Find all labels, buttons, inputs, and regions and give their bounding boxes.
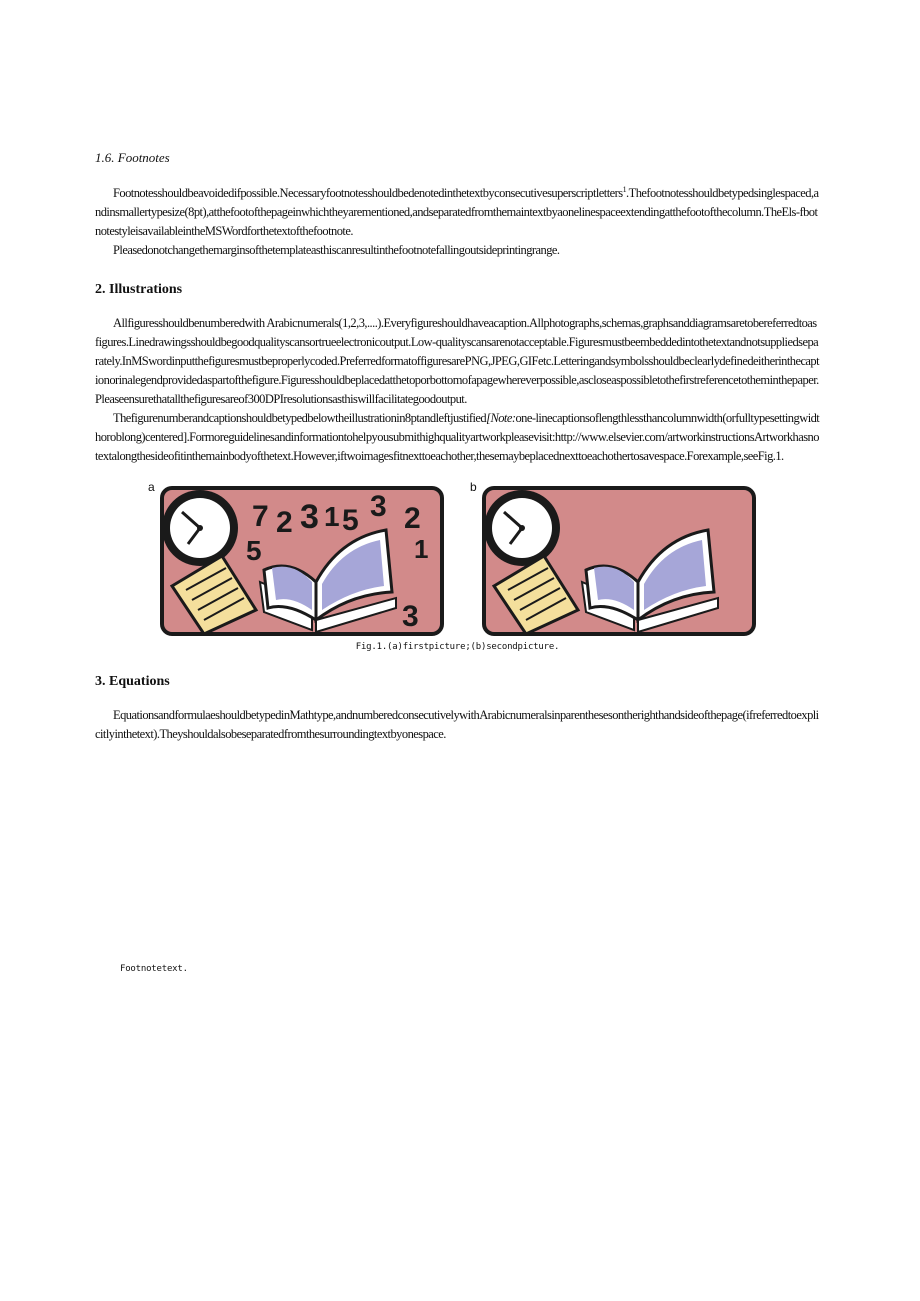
equations-paragraph-1: EquationsandformulaeshouldbetypedinMathtype,andnumberedconsecutivelywithArabicnumeralsinparenthesesontherighthandsideofthepage(ifreferredtoexplicitlyinthetext).Theyshouldalsobeseparatedfromthesurroundingtextbyonespace.	[95, 708, 819, 741]
figure-panel-b	[470, 480, 766, 636]
number-3c: 3	[402, 600, 419, 633]
illustrations-text-b: one-linecaptionsoflengthlessthancolumnwidth(orfulltypesettingwidthoroblong)centered].Formoreguidelinesandinformationtohelpyousubmithighqualityartworkpleasevisit:http://www.elsevier.com/artworkinstructionsArtworkhasnotextalongthesideofitinthemainbodyofthetext.However,iftwoimagesfitnexttoeachother,thesemaybeplacednexttoeachothertosavespace.Forexample,seeFig.1.	[95, 411, 820, 463]
equations-heading: 3. Equations	[95, 674, 170, 689]
clock-icon	[162, 490, 238, 566]
number-2: 2	[276, 506, 293, 539]
clipart-clock-book	[482, 486, 766, 636]
clock-icon	[484, 490, 560, 566]
superscript-marker: 1	[622, 184, 627, 194]
note-label: [Note:	[486, 411, 516, 425]
number-5: 5	[342, 504, 359, 537]
footnotes-paragraph-1	[95, 184, 820, 241]
footnotes-text: Footnotesshouldbeavoidedifpossible.Necessaryfootnotesshouldbedenotedinthetextbyconsecutivesuperscriptletters	[113, 186, 623, 200]
figure-1	[95, 480, 820, 636]
illustrations-text-a: Thefigurenumberandcaptionshouldbetypedbelowtheillustrationin8ptandleftjustified	[113, 411, 487, 425]
footnotes-heading: 1.6. Footnotes	[95, 150, 170, 165]
number-5b: 5	[246, 535, 262, 566]
panel-label-b: b	[470, 480, 477, 494]
number-2b: 2	[404, 502, 421, 535]
footnotes-text-rest: .Thefootnotesshouldbetypedsinglespaced,andinsmallertypesize(8pt),atthefootofthepageinwhichtheyarementioned,andseparatedfromthemaintextbyaonelinespaceextendingatthefootofthecolumn.TheEls-fbotnotestyleisavailableintheMSWordforthetextofthefootnote.	[95, 186, 819, 238]
illustrations-paragraph-2	[95, 409, 820, 466]
clipart-clock-book-numbers	[160, 486, 444, 636]
footnotes-paragraph-2: Pleasedonotchangethemarginsofthetemplateasthiscanresultinthefootnotefallingoutsideprintingrange.	[113, 243, 560, 257]
number-1b: 1	[414, 534, 429, 564]
number-1: 1	[324, 501, 340, 532]
number-3b: 3	[370, 490, 387, 523]
illustrations-heading: 2. Illustrations	[95, 282, 183, 297]
panel-label-a: a	[148, 480, 155, 494]
illustrations-paragraph-1: Allfiguresshouldbenumberedwith Arabicnumerals(1,2,3,....).Everyfigureshouldhaveacaption.Allphotographs,schemas,graphsanddiagramsaretobereferredtoasfigures.Linedrawingsshouldbegoodqualityscansortrueelectronicoutput.Low-qualityscansarenotacceptable.Figuresmustbeembeddedintothetextandnotsuppliedseparately.InMSwordinputthefiguresmustbeproperlycoded.PreferredformatoffiguresarePNG,JPEG,GIFetc.Letteringandsymbolsshouldbeclearlydefinedeitherinthecaptionorinalegendprovidedaspartofthefigure.Figuresshouldbeplacedatthetoporbottomofapagewhereverpossible,ascloseaspossibletothefirstreferencetotheminthepaper.Pleaseensurethatallthefiguresareof300DPIresolutionsasthiswillfacilitategoodoutput.	[95, 316, 820, 406]
number-3: 3	[300, 498, 319, 536]
paper-page	[95, 150, 820, 744]
figure-panel-a	[148, 480, 444, 636]
number-7: 7	[252, 500, 269, 533]
figure-caption: Fig.1.(a)firstpicture;(b)secondpicture.	[355, 642, 560, 652]
footnote-text: Footnotetext.	[120, 964, 188, 974]
